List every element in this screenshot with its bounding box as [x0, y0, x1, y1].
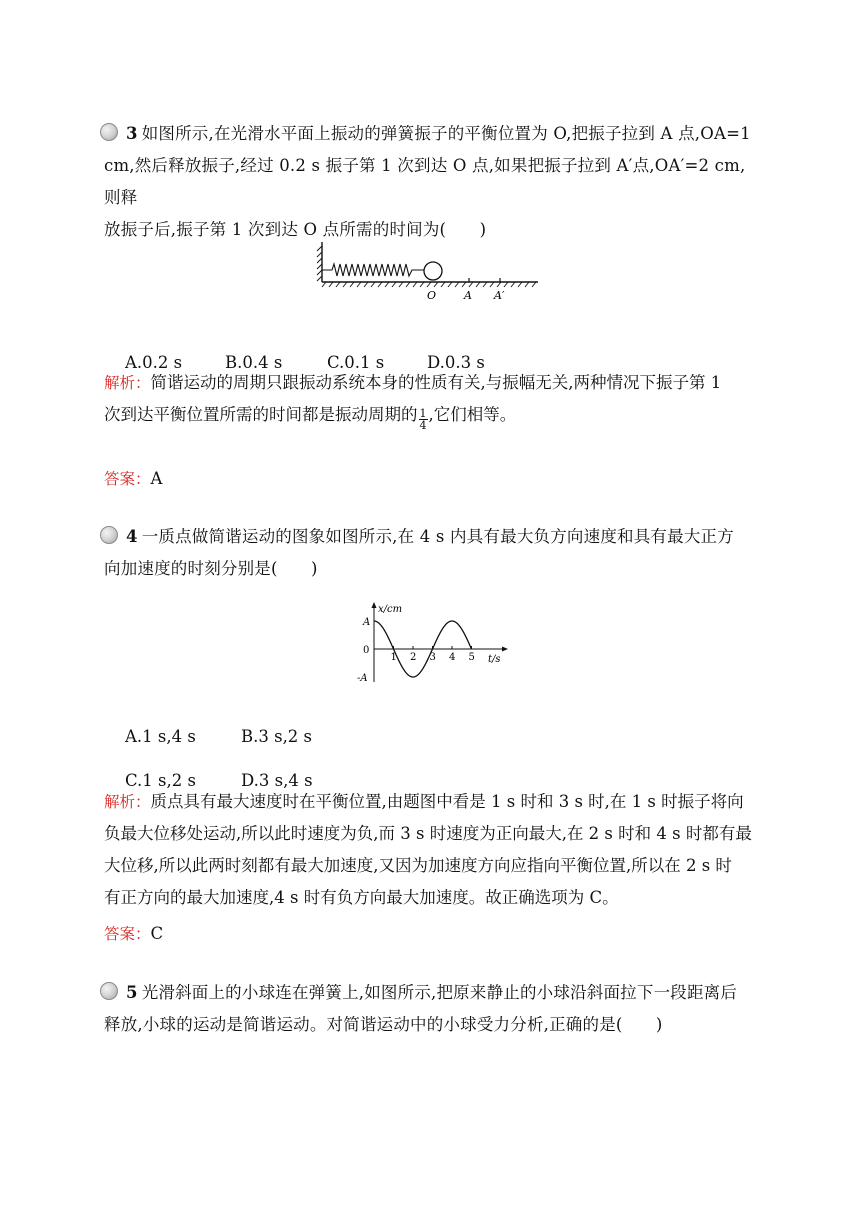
answer-label: 答案：: [104, 470, 151, 488]
question-marker-icon: [100, 526, 118, 544]
question-3-line-1: [104, 118, 754, 150]
question-5: [104, 977, 754, 1041]
fraction-denominator: 4: [419, 419, 427, 432]
analysis-text: 负最大位移处运动,所以此时速度为负,而 3 s 时速度为正向最大,在 2 s 时和 4 s 时都有最: [104, 824, 752, 843]
tick-labels: [357, 617, 475, 684]
question-marker-icon: [100, 982, 118, 1000]
question-number: 4: [126, 527, 138, 546]
x-tick-label-3: 3: [429, 652, 436, 663]
floor-hatching: [322, 282, 536, 287]
option-b: B.3 s,2 s: [240, 727, 313, 746]
analysis-text: 简谐运动的周期只跟振动系统本身的性质有关,与振幅无关,两种情况下振子第 1: [150, 373, 722, 392]
spring-oscillator-figure: [316, 238, 546, 304]
question-text: 如图所示,在光滑水平面上振动的弹簧振子的平衡位置为 O,把振子拉到 A 点,OA=1: [141, 124, 751, 143]
option-c: C.0.1 s: [326, 353, 385, 372]
analysis-text: 有正方向的最大加速度,4 s 时有负方向最大加速度。故正确选项为 C。: [104, 888, 619, 907]
analysis-text: 次到达平衡位置所需的时间都是振动周期的: [104, 405, 418, 424]
option-d: D.3 s,4 s: [240, 771, 313, 790]
x-tick-label-4: 4: [449, 652, 456, 663]
analysis-label: 解析：: [104, 374, 151, 392]
question-3-answer: [104, 463, 754, 495]
question-4-analysis: [104, 786, 754, 914]
x-axis-label: t/s: [488, 654, 501, 665]
oscillator-ball: [424, 262, 442, 280]
y-tick-label: 0: [363, 645, 370, 656]
question-marker-icon: [100, 123, 118, 141]
x-axis-arrow-icon: [502, 647, 508, 652]
answer-value: A: [150, 469, 163, 488]
analysis-text: ,它们相等。: [428, 405, 517, 424]
y-tick-label: -A: [357, 673, 368, 684]
label-a: A: [464, 289, 472, 302]
question-5-line-2: 释放,小球的运动是简谐运动。对简谐运动中的小球受力分析,正确的是( ): [104, 1015, 663, 1034]
question-text: 光滑斜面上的小球连在弹簧上,如图所示,把原来静止的小球沿斜面拉下一段距离后: [141, 983, 738, 1002]
question-3: [104, 118, 754, 246]
label-a-prime: A′: [494, 289, 505, 302]
analysis-label: 解析：: [104, 793, 151, 811]
wall-hatching: [317, 246, 322, 281]
question-3-line-2: cm,然后释放振子,经过 0.2 s 振子第 1 次到达 O 点,如果把振子拉到 A′点,OA′=2 cm,则释: [104, 156, 746, 207]
answer-value: C: [150, 924, 164, 943]
y-tick-label: A: [363, 617, 371, 628]
option-a: A.1 s,4 s: [124, 727, 196, 746]
question-5-line-1: [104, 977, 754, 1009]
question-3-line-3: 放振子后,振子第 1 次到达 O 点所需的时间为( ): [104, 220, 487, 239]
analysis-text: 质点具有最大速度时在平衡位置,由题图中看是 1 s 时和 3 s 时,在 1 s 时振子将向: [150, 792, 744, 811]
spring: [322, 264, 424, 276]
label-o: O: [427, 289, 437, 302]
question-4: [104, 521, 754, 585]
fraction-numerator: 1: [419, 407, 427, 420]
question-4-line-2: 向加速度的时刻分别是( ): [104, 559, 318, 578]
question-3-analysis: [104, 367, 754, 431]
x-tick-label-2: 2: [410, 652, 417, 663]
answer-label: 答案：: [104, 925, 151, 943]
question-4-line-1: [104, 521, 754, 553]
option-d: D.0.3 s: [426, 353, 485, 372]
option-a: A.0.2 s: [124, 353, 183, 372]
option-b: B.0.4 s: [224, 353, 283, 372]
question-number: 5: [126, 983, 138, 1002]
question-text: 一质点做简谐运动的图象如图所示,在 4 s 内具有最大负方向速度和具有最大正方: [141, 527, 734, 546]
question-4-answer: [104, 918, 754, 950]
question-number: 3: [126, 124, 138, 143]
x-tick-label-5: 5: [468, 652, 475, 663]
option-c: C.1 s,2 s: [124, 771, 196, 790]
oscillation-graph: [352, 600, 512, 688]
x-tick-label-1: 1: [390, 652, 397, 663]
y-axis-label: x/cm: [378, 604, 403, 615]
y-axis-arrow-icon: [372, 602, 377, 608]
fraction: [419, 408, 428, 431]
analysis-text: 大位移,所以此两时刻都有最大加速度,又因为加速度方向应指向平衡位置,所以在 2 s 时: [104, 856, 732, 875]
